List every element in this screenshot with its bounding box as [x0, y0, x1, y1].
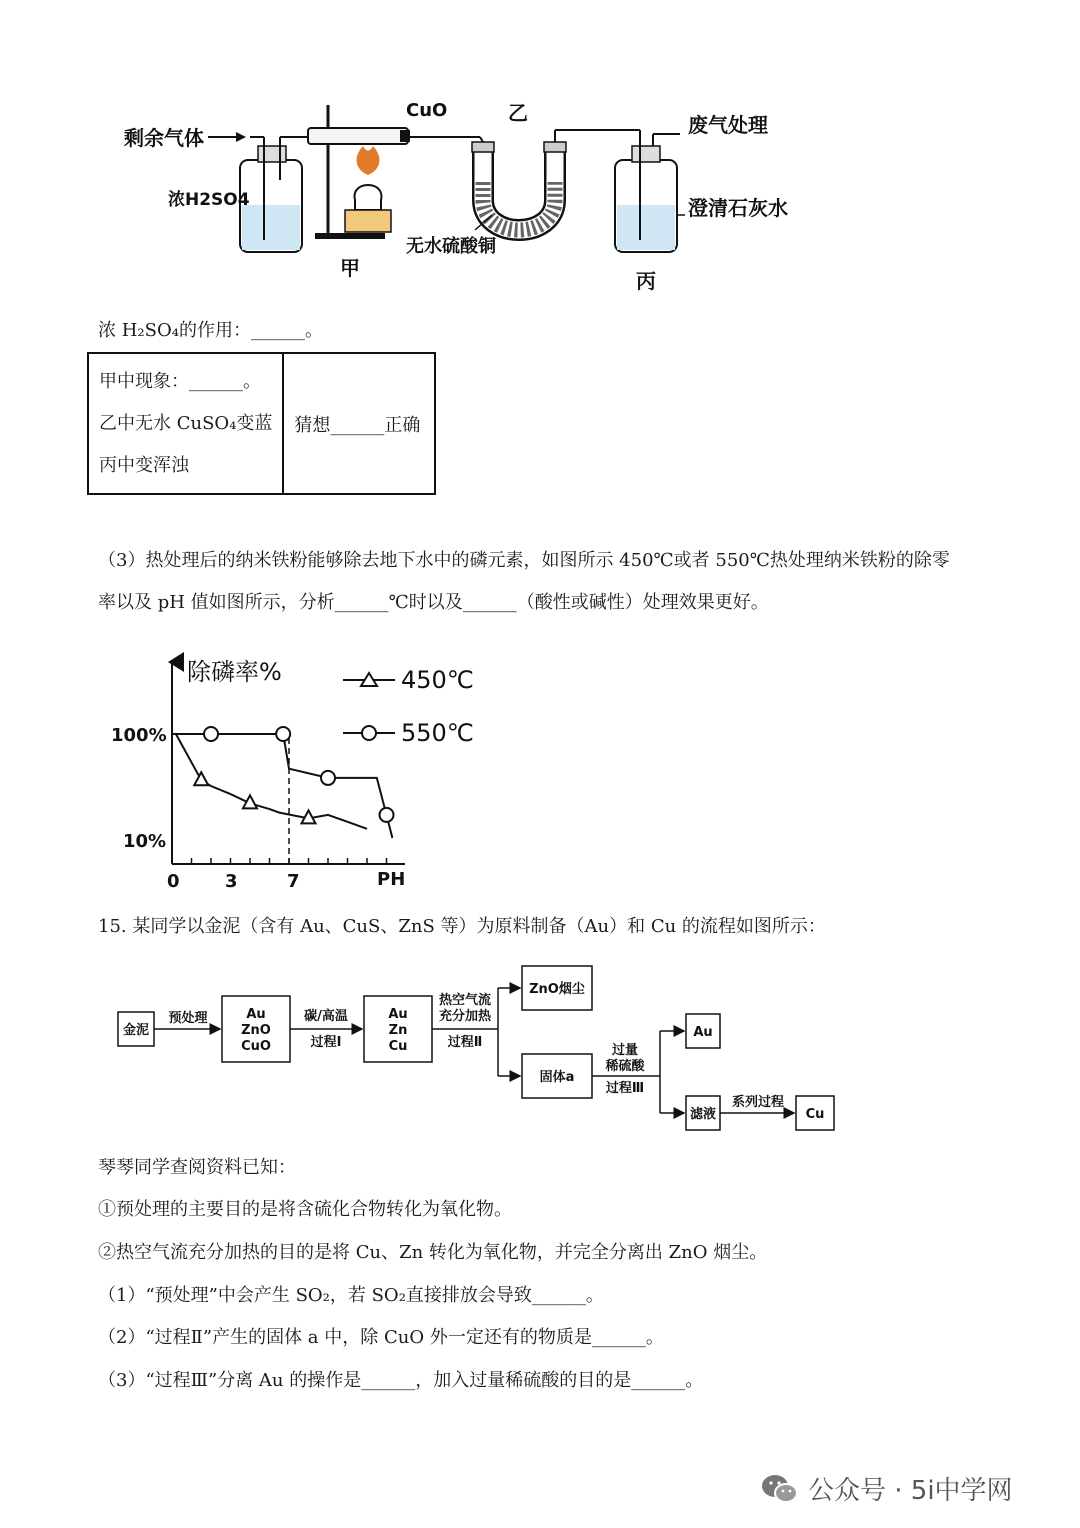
q15-info-intro: 琴琴同学查阅资料已知： [98, 1157, 296, 1178]
flow-step2-top1: 热空气流 [438, 993, 492, 1008]
flow-step3-top1: 过量 [611, 1043, 639, 1058]
label-cuo: CuO [406, 100, 448, 121]
flow-jinni: 金泥 [122, 1023, 150, 1038]
label-bing: 丙 [636, 269, 656, 293]
flow-filtrate: 滤液 [689, 1107, 717, 1122]
flow-series-process: 系列过程 [731, 1095, 785, 1110]
circle-marker [276, 727, 290, 741]
observation-cell [88, 353, 283, 494]
flow-step2-top2: 充分加热 [438, 1009, 492, 1024]
flow-box2-cu: Cu [388, 1039, 408, 1054]
flow-box1-cuo: CuO [241, 1039, 271, 1054]
chart-ytick-100: 100% [111, 725, 167, 746]
label-yi: 乙 [508, 101, 528, 125]
flow-step3-top2: 稀硫酸 [605, 1059, 645, 1074]
flow-box1-au: Au [246, 1007, 266, 1022]
legend-circle-icon [362, 726, 376, 740]
q3-line2: 率以及 pH 值如图所示，分析______℃时以及______（酸性或碱性）处理效果更好。 [98, 592, 769, 613]
legend-550: 550℃ [401, 719, 474, 747]
q15-title: 15. 某同学以金泥（含有 Au、CuS、ZnS 等）为原料制备（Au）和 Cu 的流程如图所示： [98, 916, 826, 937]
flow-box2-au: Au [388, 1007, 408, 1022]
legend-450: 450℃ [401, 666, 474, 694]
q3-line1: （3）热处理后的纳米铁粉能够除去地下水中的磷元素，如图所示 450℃或者 550℃热处理纳米铁粉的除零 [98, 550, 950, 571]
chart-xtick-3: 3 [225, 871, 238, 892]
label-waste-gas: 废气处理 [688, 113, 768, 137]
flow-box2-zn: Zn [388, 1023, 408, 1038]
chart-ylabel: 除磷率% [187, 658, 282, 686]
question-h2so4-role: 浓 H₂SO₄的作用：______。 [98, 320, 323, 341]
flow-step3-bottom: 过程Ⅲ [605, 1081, 645, 1096]
conclusion-cell: 猜想______正确 [283, 353, 435, 494]
flow-step1-bottom: 过程Ⅰ [310, 1035, 342, 1050]
chart-xlabel: PH [377, 869, 406, 890]
flow-solid-a: 固体a [539, 1070, 575, 1085]
label-clear-limewater: 澄清石灰水 [688, 196, 788, 220]
flow-pretreat: 预处理 [168, 1011, 208, 1026]
flow-step2-bottom: 过程Ⅱ [447, 1035, 483, 1050]
q15-info2: ②热空气流充分加热的目的是将 Cu、Zn 转化为氧化物，并完全分离出 ZnO 烟尘。 [98, 1242, 768, 1263]
phosphorus-removal-chart [105, 648, 505, 898]
flow-au: Au [693, 1025, 713, 1040]
label-anhydrous-cuso4: 无水硫酸铜 [406, 236, 496, 257]
obs-line-jia: 甲中现象：______。 [99, 370, 261, 392]
obs-line-bing: 丙中变浑浊 [99, 454, 189, 476]
flow-cu: Cu [805, 1107, 825, 1122]
flow-step1-top: 碳/高温 [304, 1009, 348, 1024]
chart-xtick-7: 7 [287, 871, 300, 892]
wechat-icon [760, 1472, 800, 1506]
watermark [760, 1470, 1013, 1507]
q15-info1: ①预处理的主要目的是将含硫化合物转化为氧化物。 [98, 1199, 512, 1220]
apparatus-diagram [100, 90, 820, 300]
observation-table [87, 352, 436, 495]
circle-marker [380, 808, 394, 822]
label-remaining-gas: 剩余气体 [124, 126, 204, 150]
watermark-text: 公众号 · 5i中学网 [808, 1476, 1013, 1506]
chart-ytick-10: 10% [123, 831, 167, 852]
q15-q3: （3）“过程Ⅲ”分离 Au 的操作是______，加入过量稀硫酸的目的是______。 [98, 1370, 704, 1391]
label-conc-h2so4: 浓H2SO4 [168, 190, 250, 210]
obs-line-yi: 乙中无水 CuSO₄变蓝 [99, 412, 273, 434]
triangle-marker [194, 772, 208, 785]
label-jia: 甲 [340, 256, 360, 280]
circle-marker [204, 727, 218, 741]
q15-q1: （1）“预处理”中会产生 SO₂，若 SO₂直接排放会导致______。 [98, 1285, 604, 1306]
flow-zno-dust: ZnO烟尘 [529, 982, 585, 997]
chart-xtick-0: 0 [167, 871, 180, 892]
q15-q2: （2）“过程Ⅱ”产生的固体 a 中，除 CuO 外一定还有的物质是______。 [98, 1327, 664, 1348]
process-flowchart [110, 960, 850, 1140]
circle-marker [321, 771, 335, 785]
flow-box1-zno: ZnO [241, 1023, 271, 1038]
